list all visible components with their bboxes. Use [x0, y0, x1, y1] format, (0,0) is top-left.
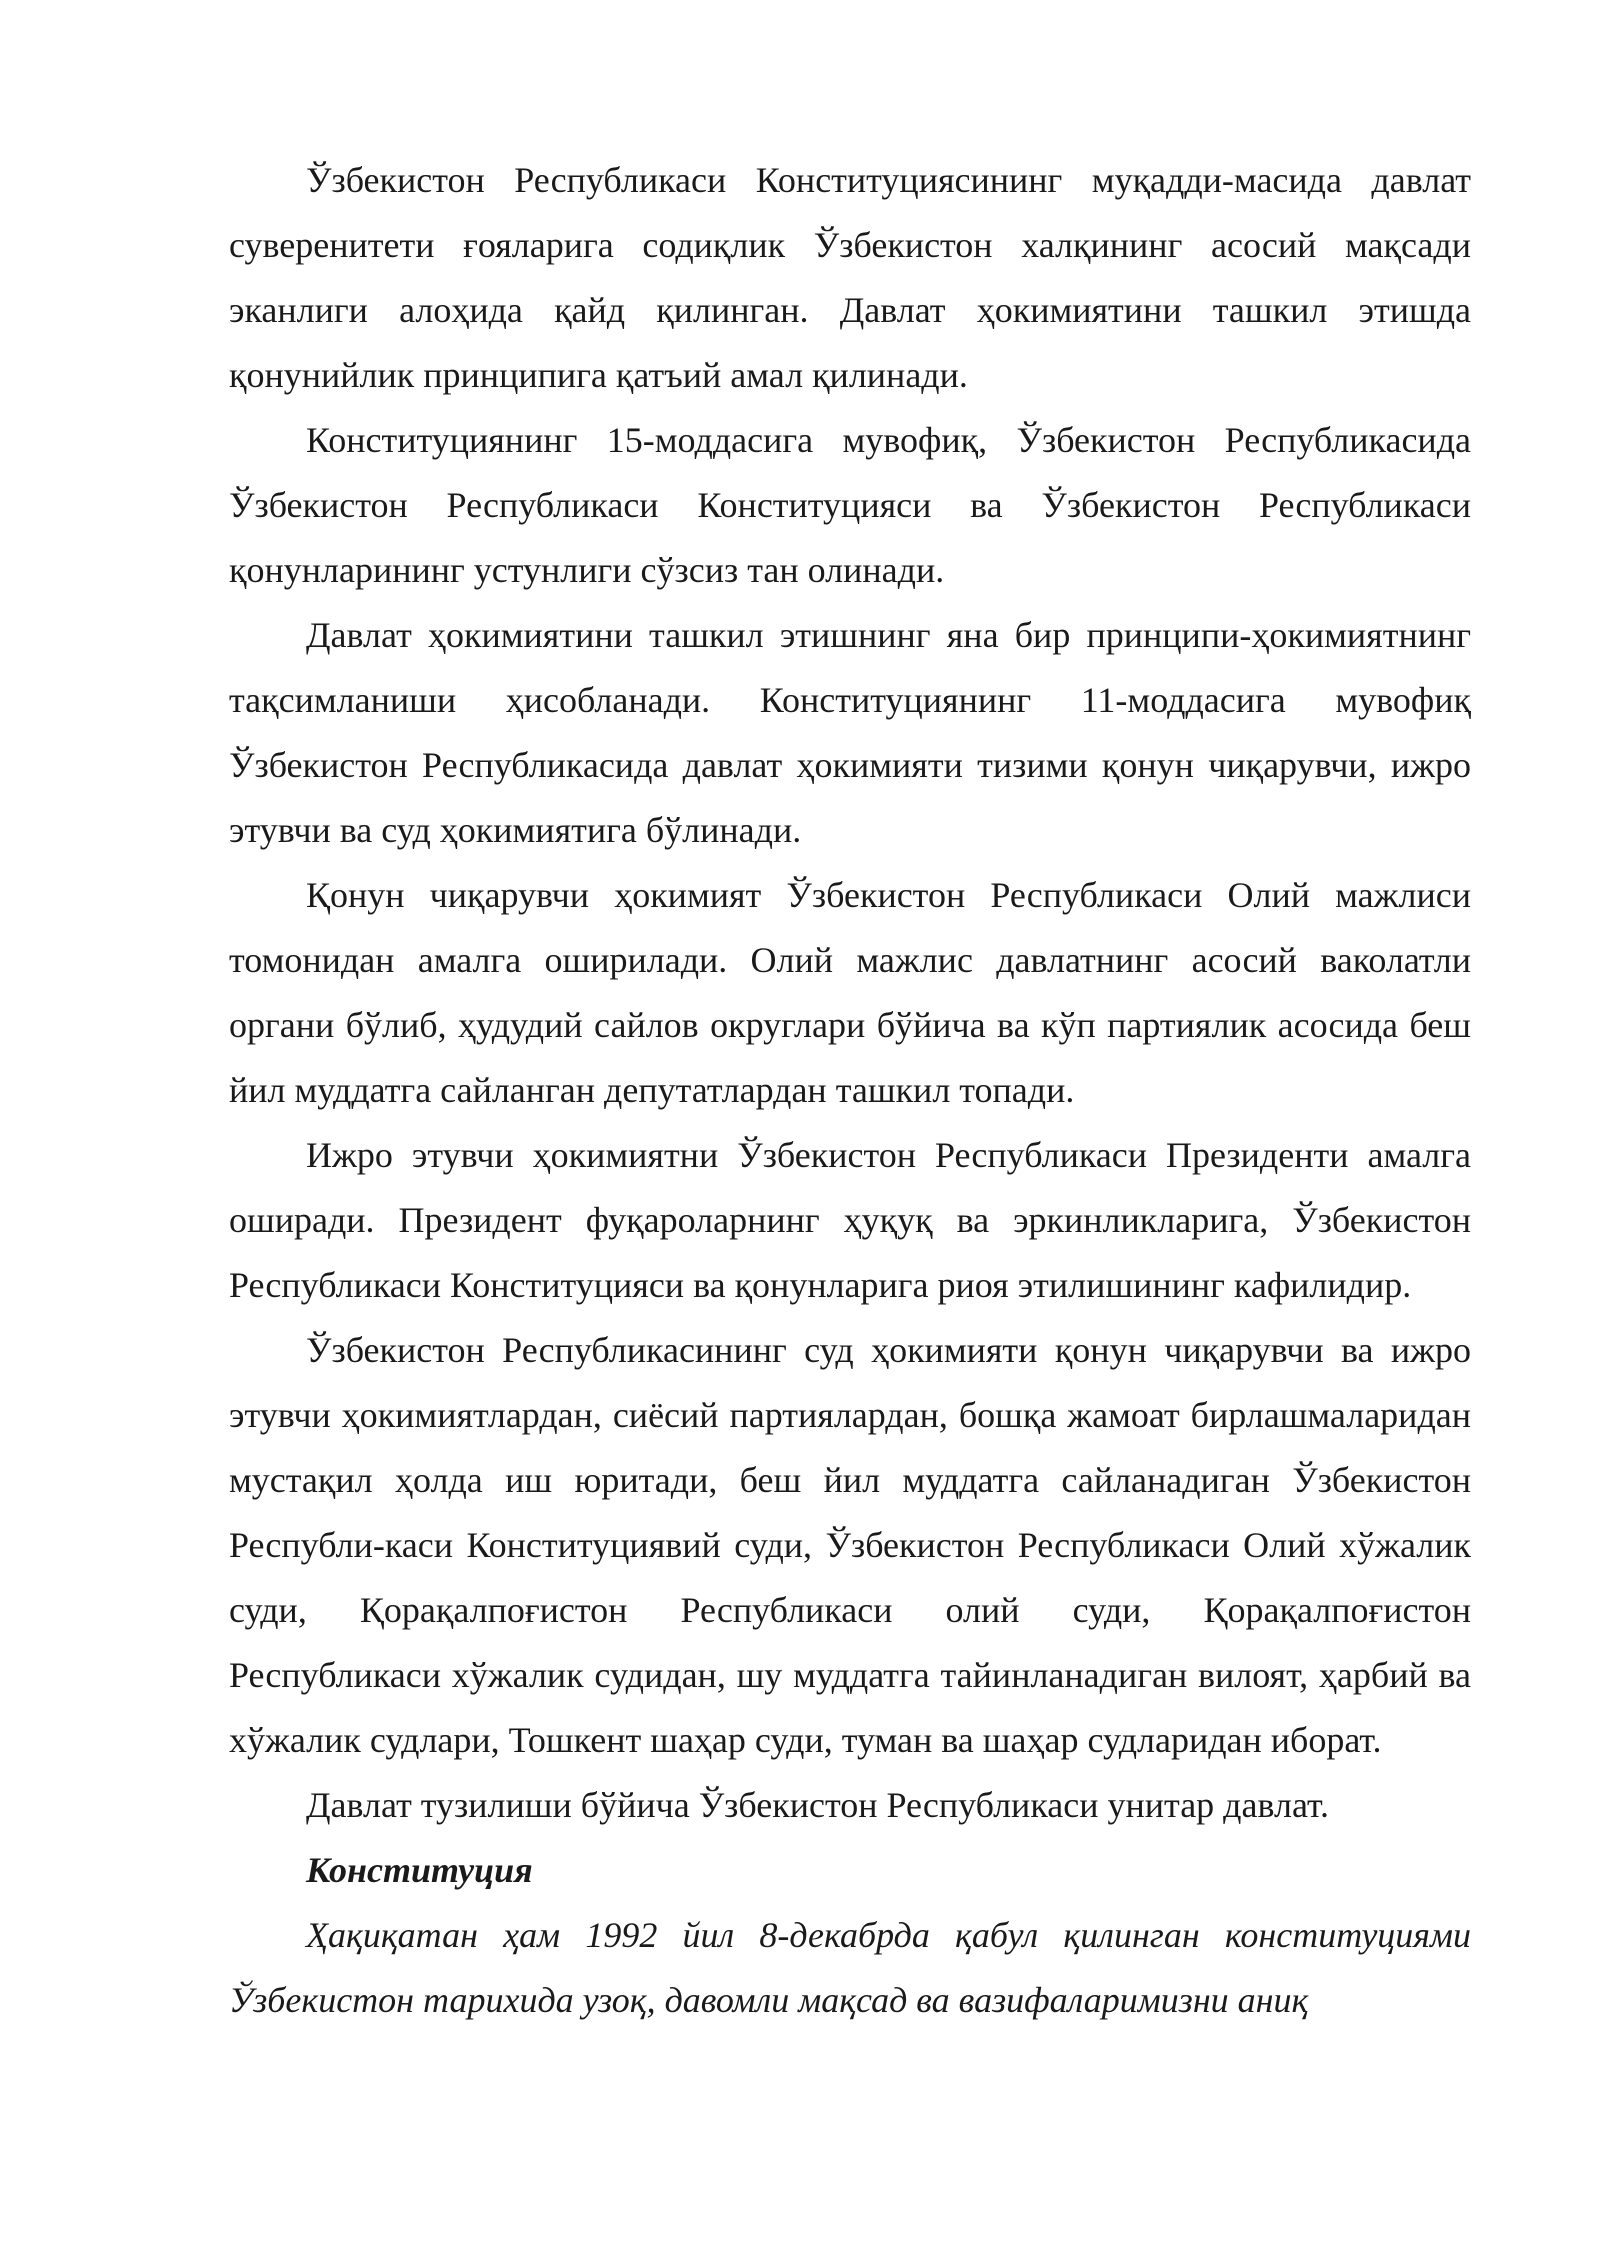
- paragraph-constitution-italic: Ҳақиқатан ҳам 1992 йил 8-декабрда қабул қилинган конституциями Ўзбекистон тарихида узоқ, давомли мақсад ва вазифаларимизни аниқ: [229, 1915, 1471, 2020]
- section-heading: Конституция: [306, 1850, 533, 1890]
- paragraph-separation-of-powers: Давлат ҳокимиятини ташкил этишнинг яна бир принципи-ҳокимиятнинг тақсимланиши ҳисобланади. Конституциянинг 11-моддасига мувофиқ Ўзбекистон Республикасида давлат ҳокимияти тизими қонун чиқарувчи, ижро этувчи ва суд ҳокимиятига бўлинади.: [229, 615, 1471, 850]
- paragraph-sovereignty: Ўзбекистон Республикаси Конституциясининг муқадди-масида давлат суверенитети ғояларига содиқлик Ўзбекистон халқининг асосий мақсади эканлиги алоҳида қайд қилинган. Давлат ҳокимиятини ташкил этишда қонунийлик принципига қатъий амал қилинади.: [229, 160, 1471, 395]
- paragraph-executive-power: Ижро этувчи ҳокимиятни Ўзбекистон Республикаси Президенти амалга оширади. Президент фуқароларнинг ҳуқуқ ва эркинликларига, Ўзбекистон Республикаси Конституцияси ва қонунларига риоя этилишининг кафилидир.: [229, 1135, 1471, 1305]
- paragraph-legislative-power: Қонун чиқарувчи ҳокимият Ўзбекистон Республикаси Олий мажлиси томонидан амалга оширилади. Олий мажлис давлатнинг асосий ваколатли органи бўлиб, ҳудудий сайлов округлари бўйича ва кўп партиялик асосида беш йил муддатга сайланган депутатлардан ташкил топади.: [229, 875, 1471, 1110]
- paragraph-unitary-state: Давлат тузилиши бўйича Ўзбекистон Республикаси унитар давлат.: [306, 1785, 1330, 1825]
- paragraph-judicial-power: Ўзбекистон Республикасининг суд ҳокимияти қонун чиқарувчи ва ижро этувчи ҳокимиятлардан, сиёсий партиялардан, бошқа жамоат бирлашмаларидан мустақил ҳолда иш юритади, беш йил муддатга сайланадиган Ўзбекистон Республи-каси Конституциявий суди, Ўзбекистон Республикаси Олий хўжалик суди, Қорақалпоғистон Республикаси олий суди, Қорақалпоғистон Республикаси хўжалик судидан, шу муддатга тайинланадиган вилоят, ҳарбий ва хўжалик судлари, Тошкент шаҳар суди, туман ва шаҳар судларидан иборат.: [229, 1330, 1471, 1760]
- document-body: [229, 148, 1471, 2033]
- paragraph-article-15: Конституциянинг 15-моддасига мувофиқ, Ўзбекистон Республикасида Ўзбекистон Республикаси Конституцияси ва Ўзбекистон Республикаси қонунларининг устунлиги сўзсиз тан олинади.: [229, 420, 1471, 590]
